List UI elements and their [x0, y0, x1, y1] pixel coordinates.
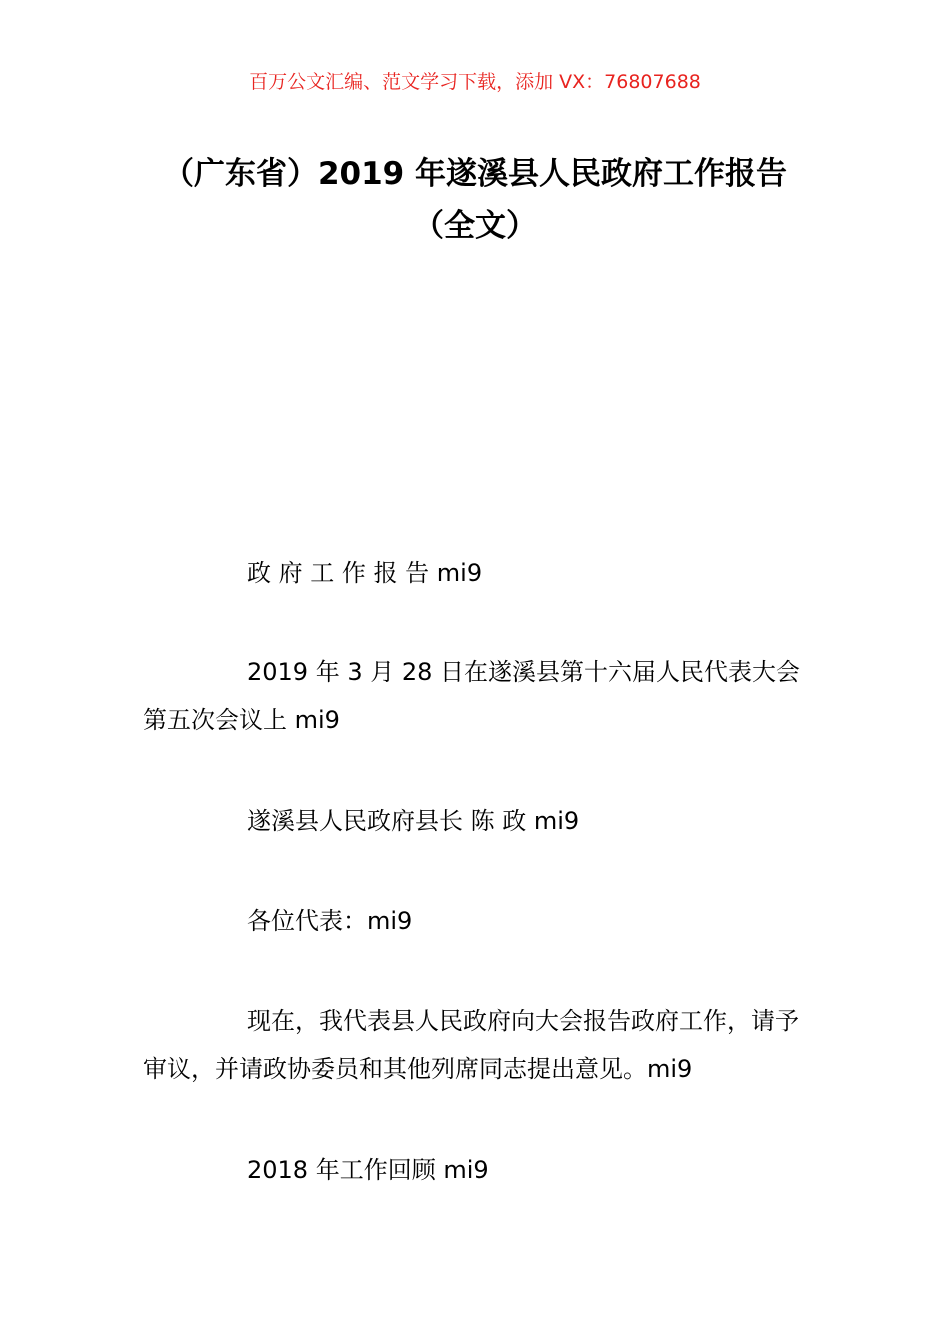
- salutation: 各位代表：mi9: [247, 907, 413, 935]
- section-heading: 政 府 工 作 报 告 mi9: [247, 559, 483, 587]
- review-heading: 2018 年工作回顾 mi9: [247, 1156, 489, 1184]
- document-title: （广东省）2019 年遂溪县人民政府工作报告（全文）: [162, 156, 788, 244]
- header-promo-note: 百万公文汇编、范文学习下载，添加 VX：76807688: [249, 71, 701, 93]
- meeting-date-line: 2019 年 3 月 28 日在遂溪县第十六届人民代表大会第五次会议上 mi9: [143, 658, 801, 734]
- intro-paragraph: 现在，我代表县人民政府向大会报告政府工作，请予审议，并请政协委员和其他列席同志提出意见。mi9: [143, 1007, 799, 1083]
- speaker-line: 遂溪县人民政府县长 陈 政 mi9: [247, 807, 580, 835]
